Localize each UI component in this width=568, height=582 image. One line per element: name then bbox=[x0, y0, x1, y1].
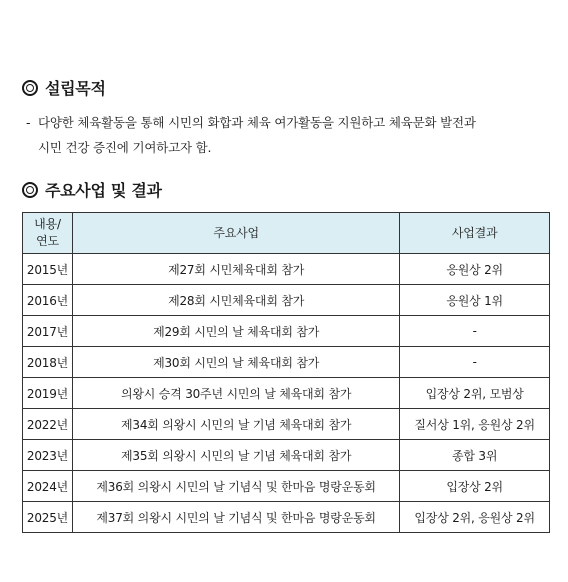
cell-project: 제29회 시민의 날 체육대회 참가 bbox=[72, 316, 399, 347]
cell-project: 제30회 시민의 날 체육대회 참가 bbox=[72, 347, 399, 378]
cell-year: 2024년 bbox=[23, 471, 73, 502]
cell-project: 제27회 시민체육대회 참가 bbox=[72, 254, 399, 285]
cell-project: 제34회 의왕시 시민의 날 기념 체육대회 참가 bbox=[72, 409, 399, 440]
cell-project: 제36회 의왕시 시민의 날 기념식 및 한마음 명랑운동회 bbox=[72, 471, 399, 502]
cell-year: 2025년 bbox=[23, 502, 73, 533]
cell-year: 2019년 bbox=[23, 378, 73, 409]
section-title-purpose bbox=[22, 76, 106, 99]
purpose-line-1: - 다양한 체육활동을 통해 시민의 화합과 체육 여가활동을 지원하고 체육문화 발전과 bbox=[26, 110, 546, 135]
cell-project: 의왕시 승격 30주년 시민의 날 체육대회 참가 bbox=[72, 378, 399, 409]
cell-result: - bbox=[400, 347, 550, 378]
cell-project: 제28회 시민체육대회 참가 bbox=[72, 285, 399, 316]
table-row bbox=[23, 471, 550, 502]
cell-result: 질서상 1위, 응원상 2위 bbox=[400, 409, 550, 440]
table-header-row bbox=[23, 213, 550, 254]
purpose-line-2: 시민 건강 증진에 기여하고자 함. bbox=[38, 140, 212, 155]
cell-result: 입장상 2위, 응원상 2위 bbox=[400, 502, 550, 533]
table-row bbox=[23, 502, 550, 533]
cell-project: 제37회 의왕시 시민의 날 기념식 및 한마음 명랑운동회 bbox=[72, 502, 399, 533]
cell-year: 2023년 bbox=[23, 440, 73, 471]
header-result: 사업결과 bbox=[400, 213, 550, 254]
cell-result: 입장상 2위, 모범상 bbox=[400, 378, 550, 409]
table-row bbox=[23, 316, 550, 347]
cell-year: 2016년 bbox=[23, 285, 73, 316]
section-title-text: 주요사업 및 결과 bbox=[45, 181, 162, 200]
dash-bullet: - bbox=[26, 115, 31, 130]
section-title-projects bbox=[22, 178, 162, 201]
table-row bbox=[23, 440, 550, 471]
purpose-text bbox=[26, 110, 546, 160]
cell-result: 입장상 2위 bbox=[400, 471, 550, 502]
cell-year: 2017년 bbox=[23, 316, 73, 347]
cell-result: 종합 3위 bbox=[400, 440, 550, 471]
header-project: 주요사업 bbox=[72, 213, 399, 254]
table-row bbox=[23, 347, 550, 378]
header-year: 내용/ 연도 bbox=[23, 213, 73, 254]
table-row bbox=[23, 409, 550, 440]
cell-year: 2018년 bbox=[23, 347, 73, 378]
double-circle-icon bbox=[22, 182, 38, 198]
cell-result: 응원상 1위 bbox=[400, 285, 550, 316]
double-circle-icon bbox=[22, 80, 38, 96]
projects-table bbox=[22, 212, 550, 533]
table-row bbox=[23, 285, 550, 316]
cell-year: 2015년 bbox=[23, 254, 73, 285]
cell-result: - bbox=[400, 316, 550, 347]
table-row bbox=[23, 378, 550, 409]
cell-result: 응원상 2위 bbox=[400, 254, 550, 285]
table-row bbox=[23, 254, 550, 285]
section-title-text: 설립목적 bbox=[45, 79, 106, 98]
cell-project: 제35회 의왕시 시민의 날 기념 체육대회 참가 bbox=[72, 440, 399, 471]
cell-year: 2022년 bbox=[23, 409, 73, 440]
